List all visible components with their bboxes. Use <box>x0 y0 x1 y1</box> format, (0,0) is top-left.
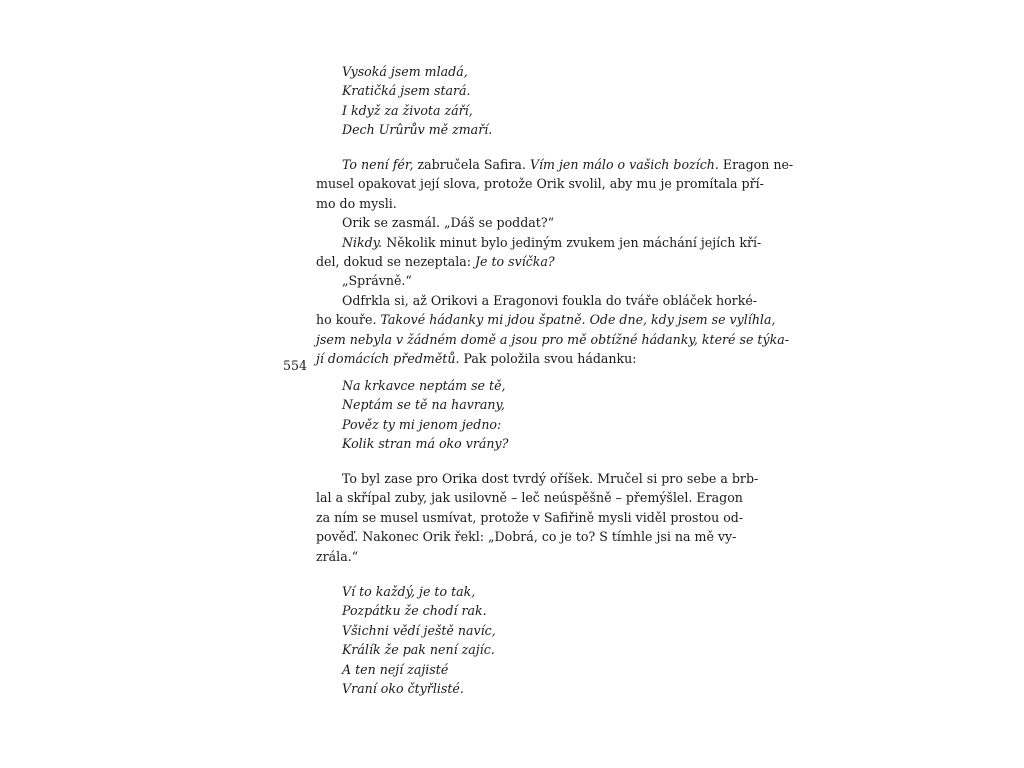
text-run: Několik minut bylo jediným zvukem jen máchání jejích kří- <box>382 234 762 250</box>
verse-line: Neptám se tě na havrany, <box>342 397 505 413</box>
verse-line: Ví to každý, je to tak, <box>342 584 476 599</box>
text-run: zrála.“ <box>316 548 359 564</box>
italic-run: jí domácích předmětů. <box>316 350 460 366</box>
prose-paragraphs-1 <box>316 155 794 368</box>
text-run: „Správně.“ <box>342 273 412 289</box>
verse-line: Všichni vědí ještě navíc, <box>342 622 496 638</box>
prose-line <box>316 213 716 232</box>
prose-paragraphs-2 <box>316 469 759 566</box>
verse-line: Kolik stran má oko vrány? <box>342 436 509 452</box>
riddle-verse-candle <box>316 62 716 140</box>
prose-line <box>316 349 716 368</box>
page-number: 554 <box>283 358 308 373</box>
verse-line: A ten nejí zajisté <box>342 661 449 677</box>
prose-line <box>316 155 794 174</box>
prose-line <box>316 330 789 349</box>
prose-line <box>316 291 758 310</box>
prose-line <box>316 174 764 193</box>
verse-line: Kratičká jsem stará. <box>342 83 471 99</box>
italic-run: Nikdy. <box>342 234 383 250</box>
prose-line <box>316 488 743 507</box>
verse-line: Pověz ty mi jenom jedno: <box>342 416 502 432</box>
riddle-verse-crow <box>316 376 716 454</box>
verse-line: Králík že pak není zajíc. <box>342 642 495 658</box>
text-run: ho kouře. <box>316 312 381 328</box>
text-run: mo do mysli. <box>316 195 397 211</box>
text-run: pověď. Nakonec Orik řekl: „Dobrá, co je to? S tímhle jsi na mě vy- <box>316 529 737 545</box>
prose-line <box>316 310 776 329</box>
verse-line: Na krkavce neptám se tě, <box>342 378 506 393</box>
prose-line <box>316 194 716 213</box>
text-run: Pak položila svou hádanku: <box>459 350 637 366</box>
verse-line: Vysoká jsem mladá, <box>342 64 468 79</box>
verse-line: Vraní oko čtyřlisté. <box>342 680 464 696</box>
text-run: Orik se zasmál. „Dáš se poddat?“ <box>342 215 555 231</box>
prose-line <box>316 508 744 527</box>
text-run: Eragon ne- <box>718 157 794 172</box>
prose-line <box>316 233 762 252</box>
answer-verse <box>316 582 716 698</box>
prose-line <box>316 252 716 271</box>
verse-line: Dech Urûrův mě zmaří. <box>342 122 493 138</box>
text-run: musel opakovat její slova, protože Orik svolil, aby mu je promítala pří- <box>316 176 764 192</box>
italic-run: jsem nebyla v žádném domě a jsou pro mě obtížné hádanky, které se týka- <box>316 331 789 347</box>
italic-run: Je to svíčka? <box>474 253 555 269</box>
text-run: lal a skřípal zuby, jak usilovně – leč neúspěšně – přemýšlel. Eragon <box>316 490 743 506</box>
text-run: Odfrkla si, až Orikovi a Eragonovi foukla do tváře obláček horké- <box>342 292 758 308</box>
text-run: To byl zase pro Orika dost tvrdý oříšek. Mručel si pro sebe a brb- <box>342 471 759 486</box>
text-run: zabručela Safira. <box>413 157 530 172</box>
prose-line <box>316 547 716 566</box>
verse-line: Pozpátku že chodí rak. <box>342 603 487 619</box>
italic-run: To není fér, <box>342 157 414 172</box>
prose-line <box>316 469 759 488</box>
text-run: za ním se musel usmívat, protože v Safiřině mysli viděl prostou od- <box>316 509 744 525</box>
italic-run: Takové hádanky mi jdou špatně. Ode dne, kdy jsem se vylíhla, <box>380 312 776 328</box>
prose-line <box>316 271 716 290</box>
prose-line <box>316 527 737 546</box>
text-run: del, dokud se nezeptala: <box>316 253 475 269</box>
verse-line: I když za života září, <box>342 102 473 118</box>
italic-run: Vím jen málo o vašich bozích. <box>529 157 719 172</box>
